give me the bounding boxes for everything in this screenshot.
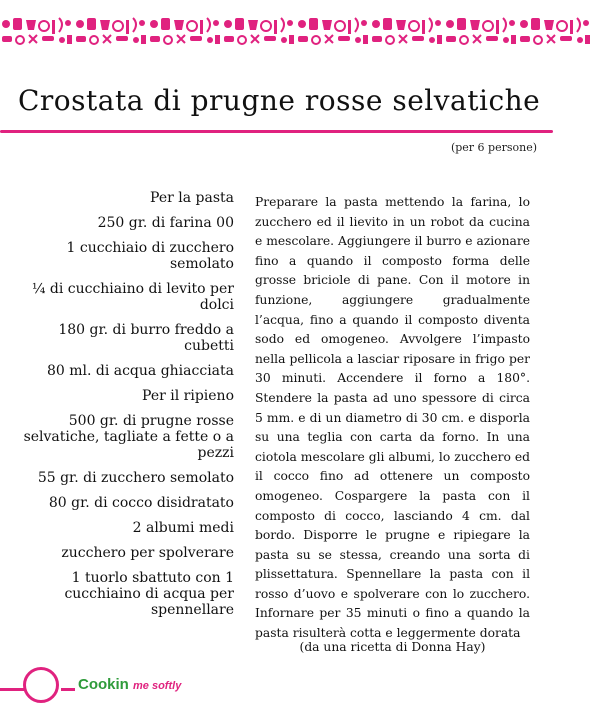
ingredient-item: 250 gr. di farina 00	[97, 215, 234, 231]
footer-divider-left	[0, 688, 24, 691]
title-divider	[0, 130, 553, 133]
ingredient-item: 1 tuorlo sbattuto con 1 cucchiaino di acqua per spennellare	[64, 570, 234, 618]
footer-circle-ornament	[23, 667, 59, 703]
ingredient-item: Per la pasta	[150, 190, 234, 206]
ingredient-item: 500 gr. di prugne rosse selvatiche, tagliate a fette o a pezzi	[23, 413, 234, 461]
ingredient-item: Per il ripieno	[142, 388, 234, 404]
cooking-me-softly-logo	[78, 676, 181, 700]
ingredient-item: 180 gr. di burro freddo a cubetti	[58, 322, 234, 354]
ingredient-item: zucchero per spolverare	[61, 545, 234, 561]
ingredient-item: 1 cucchiaio di zucchero semolato	[66, 240, 234, 272]
ingredient-item: 80 ml. di acqua ghiacciata	[46, 363, 234, 379]
logo-part-2: me softly	[133, 680, 182, 692]
kitchen-pattern-border	[0, 14, 593, 48]
ingredients-list	[14, 190, 234, 627]
ingredient-item: 55 gr. di zucchero semolato	[37, 470, 234, 486]
footer-divider-right	[61, 688, 75, 691]
ingredient-item: 2 albumi medi	[132, 520, 234, 536]
logo-part-1: Cookin	[78, 676, 129, 693]
ingredient-item: ¼ di cucchiaino di levito per dolci	[31, 281, 234, 313]
recipe-title: Crostata di prugne rosse selvatiche	[18, 84, 541, 117]
servings-note: (per 6 persone)	[450, 141, 537, 154]
ingredient-item: 80 gr. di cocco disidratato	[48, 495, 234, 511]
recipe-credit: (da una ricetta di Donna Hay)	[299, 640, 486, 654]
method-text: Preparare la pasta mettendo la farina, lo zucchero ed il lievito in un robot da cucina e mescolare. Aggiungere il burro e azionare fino a quando il composto forma delle grosse briciole di pane. Con il motore in funzione, aggiungere gradualmente l’acqua, fino a quando il composto diventa sodo ed omogeneo. Avvolgere l’impasto nella pellicola a lasciar riposare in frigo per 30 minuti. Accendere il forno a 180°. Stendere la pasta ad uno spessore di circa 5 mm. e di un diametro di 30 cm. e disporla su una teglia con carta da forno. In una ciotola mescolare gli albumi, lo zucchero ed il cocco fino ad ottenere un composto omogeneo. Cospargere la pasta con il composto di cocco, lasciando 4 cm. dal bordo. Disporre le prugne e ripiegare la pasta su se stessa, creando una sorta di plissettatura. Spennellare la pasta con il rosso d’uovo e spolverare con lo zucchero. Infornare per 35 minuti o fino a quando la pasta risulterà cotta e leggermente dorata	[255, 195, 530, 641]
